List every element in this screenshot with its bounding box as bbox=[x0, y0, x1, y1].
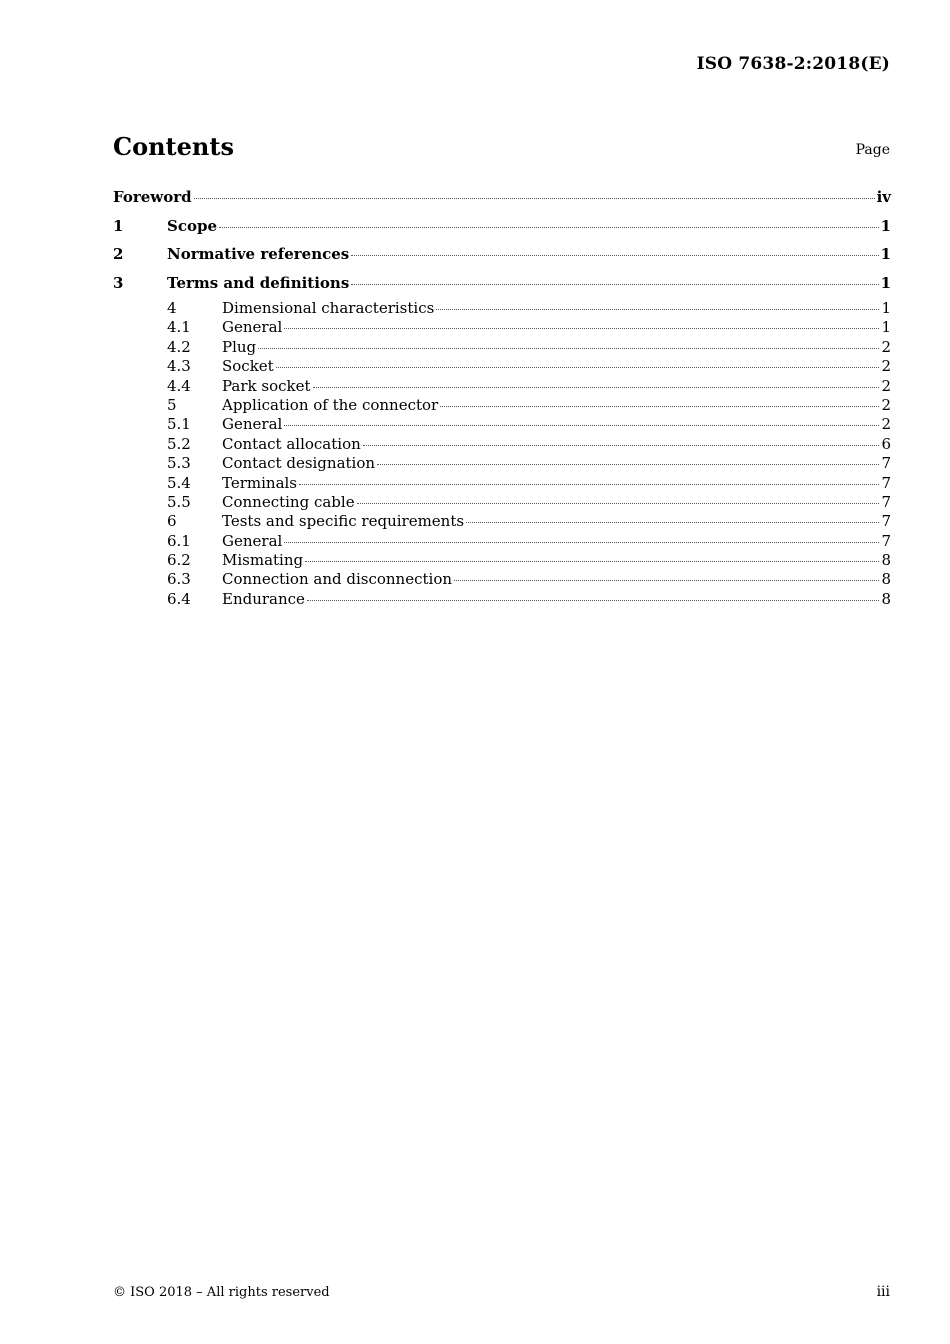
toc-entry-number: 4.4 bbox=[167, 376, 191, 395]
toc-dot-leader bbox=[284, 328, 879, 329]
toc-entry-page: 7 bbox=[881, 454, 891, 473]
toc-entry-number: 4.2 bbox=[167, 337, 191, 356]
toc-entry-number: 6 bbox=[167, 512, 177, 531]
toc-entry[interactable] bbox=[113, 415, 891, 434]
toc-dot-leader bbox=[299, 484, 879, 485]
toc-dot-leader bbox=[466, 522, 879, 523]
toc-entry[interactable] bbox=[113, 377, 891, 396]
page-column-label: Page bbox=[855, 142, 890, 158]
toc-entry-title: Mismating bbox=[222, 551, 304, 570]
toc-entry-page: 7 bbox=[881, 512, 891, 531]
toc-entry-number: 5.5 bbox=[167, 492, 191, 511]
toc-entry-title: Normative references bbox=[167, 245, 350, 263]
toc-entry-page: 8 bbox=[881, 589, 891, 608]
toc-entry[interactable] bbox=[113, 532, 891, 551]
toc-entry-page: 2 bbox=[881, 337, 891, 356]
toc-entry-number: 1 bbox=[113, 216, 124, 235]
toc-dot-leader bbox=[194, 198, 875, 199]
toc-entry[interactable] bbox=[113, 185, 891, 214]
toc-entry-number: 6.1 bbox=[167, 531, 191, 550]
toc-dot-leader bbox=[363, 445, 880, 446]
toc-entry-number: 5.1 bbox=[167, 415, 191, 434]
toc-entry-number: 6.3 bbox=[167, 570, 191, 589]
toc-entry-title: General bbox=[222, 531, 283, 550]
toc-entry[interactable] bbox=[113, 318, 891, 337]
toc-dot-leader bbox=[454, 580, 879, 581]
toc-dot-leader bbox=[258, 348, 879, 349]
toc-dot-leader bbox=[219, 227, 879, 228]
toc-entry[interactable] bbox=[113, 435, 891, 454]
toc-entry-title: Contact allocation bbox=[222, 434, 361, 453]
toc-entry-title: Dimensional characteristics bbox=[222, 299, 435, 317]
toc-entry-number: 5.2 bbox=[167, 434, 191, 453]
toc-entry[interactable] bbox=[113, 551, 891, 570]
toc-entry-title: Park socket bbox=[222, 376, 311, 395]
toc-entry-number: 2 bbox=[113, 245, 124, 263]
toc-entry-page: 2 bbox=[881, 395, 891, 414]
toc-entry-number: 4.3 bbox=[167, 357, 191, 376]
toc-dot-leader bbox=[284, 542, 879, 543]
toc-entry[interactable] bbox=[113, 570, 891, 589]
toc-entry-number: 3 bbox=[113, 273, 124, 292]
toc-dot-leader bbox=[307, 600, 880, 601]
toc-entry-title: Foreword bbox=[113, 188, 192, 206]
toc-entry-page: 2 bbox=[881, 357, 891, 376]
toc-entry-title: General bbox=[222, 318, 283, 337]
contents-title: Contents bbox=[113, 132, 234, 161]
toc-dot-leader bbox=[377, 464, 879, 465]
table-of-contents bbox=[113, 185, 891, 609]
toc-entry[interactable] bbox=[113, 590, 891, 609]
toc-entry-title: Scope bbox=[167, 216, 218, 235]
toc-entry-title: Connection and disconnection bbox=[222, 570, 453, 589]
toc-entry-title: Connecting cable bbox=[222, 492, 355, 511]
footer-page-number: iii bbox=[876, 1284, 890, 1300]
toc-entry-number: 5 bbox=[167, 395, 177, 414]
toc-entry-title: Terminals bbox=[222, 473, 298, 492]
toc-entry-title: General bbox=[222, 415, 283, 434]
toc-entry[interactable] bbox=[113, 299, 891, 318]
toc-entry-number: 5.3 bbox=[167, 454, 191, 473]
toc-entry-title: Tests and specific requirements bbox=[222, 512, 465, 531]
toc-entry-number: 5.4 bbox=[167, 473, 191, 492]
toc-dot-leader bbox=[305, 561, 879, 562]
toc-entry-page: 8 bbox=[881, 570, 891, 589]
toc-dot-leader bbox=[440, 406, 879, 407]
toc-entry[interactable] bbox=[113, 242, 891, 271]
toc-entry-title: Terms and definitions bbox=[167, 273, 350, 292]
toc-dot-leader bbox=[351, 284, 878, 285]
document-id: ISO 7638-2:2018(E) bbox=[696, 54, 890, 74]
toc-entry-page: 2 bbox=[881, 415, 891, 434]
toc-entry-page: 1 bbox=[881, 318, 891, 337]
toc-entry-page: 8 bbox=[881, 551, 891, 570]
toc-entry-page: 1 bbox=[880, 273, 891, 292]
toc-entry[interactable] bbox=[113, 474, 891, 493]
toc-dot-leader bbox=[357, 503, 880, 504]
toc-entry-page: 2 bbox=[881, 376, 891, 395]
toc-entry-number: 4.1 bbox=[167, 318, 191, 337]
toc-entry[interactable] bbox=[113, 271, 891, 300]
toc-entry[interactable] bbox=[113, 396, 891, 415]
toc-entry[interactable] bbox=[113, 512, 891, 531]
toc-entry[interactable] bbox=[113, 493, 891, 512]
toc-dot-leader bbox=[276, 367, 880, 368]
toc-entry-page: 7 bbox=[881, 531, 891, 550]
toc-entry-page: 1 bbox=[880, 245, 891, 263]
toc-entry-page: 1 bbox=[880, 216, 891, 235]
toc-entry-number: 4 bbox=[167, 299, 177, 317]
toc-dot-leader bbox=[351, 255, 878, 256]
toc-dot-leader bbox=[313, 387, 880, 388]
toc-entry-title: Plug bbox=[222, 337, 257, 356]
toc-entry-number: 6.4 bbox=[167, 589, 191, 608]
toc-entry-page: 7 bbox=[881, 492, 891, 511]
toc-entry-title: Application of the connector bbox=[222, 395, 439, 414]
toc-entry-number: 6.2 bbox=[167, 551, 191, 570]
toc-entry-page: 1 bbox=[881, 299, 891, 317]
toc-entry[interactable] bbox=[113, 454, 891, 473]
toc-entry-page: iv bbox=[876, 188, 891, 206]
toc-entry-title: Contact designation bbox=[222, 454, 376, 473]
toc-entry[interactable] bbox=[113, 357, 891, 376]
toc-entry[interactable] bbox=[113, 214, 891, 243]
toc-entry-page: 7 bbox=[881, 473, 891, 492]
toc-entry[interactable] bbox=[113, 338, 891, 357]
toc-dot-leader bbox=[436, 309, 879, 310]
toc-entry-title: Endurance bbox=[222, 589, 305, 608]
toc-dot-leader bbox=[284, 425, 879, 426]
footer-copyright: © ISO 2018 – All rights reserved bbox=[113, 1285, 330, 1300]
toc-entry-title: Socket bbox=[222, 357, 274, 376]
toc-entry-page: 6 bbox=[881, 434, 891, 453]
